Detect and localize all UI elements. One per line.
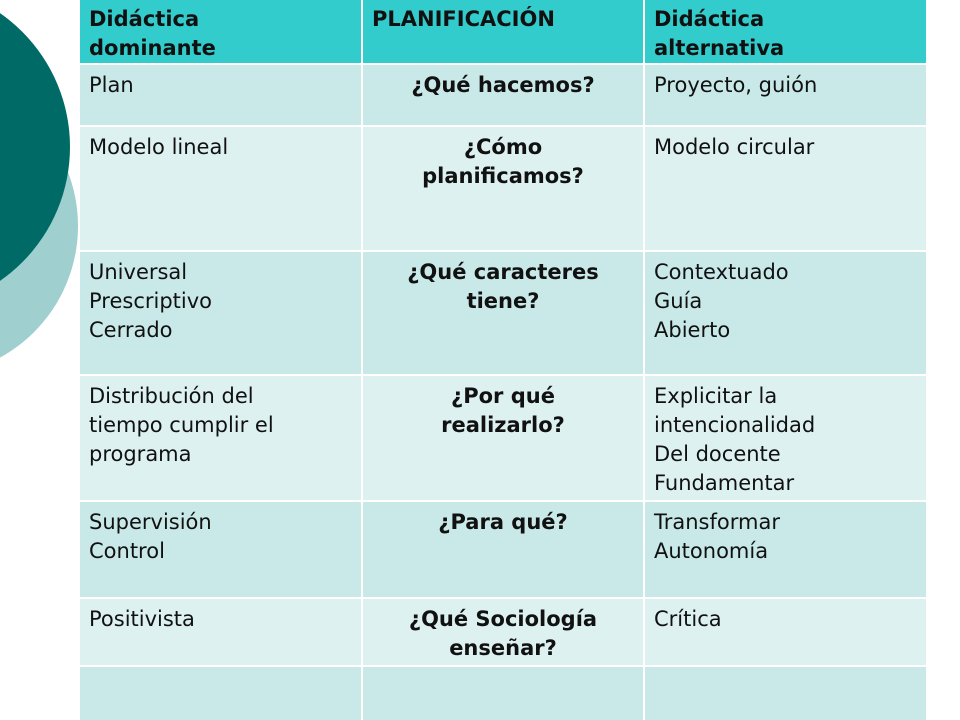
cell-alternative: Modelo circular [644,126,927,251]
table-row [80,501,927,598]
cell-dominant: Plan [80,64,362,126]
cell-question: ¿Qué Sociología enseñar? [362,598,644,666]
header-dominant-didactics: Didáctica dominante [80,0,362,64]
cell-question [362,666,644,720]
cell-alternative: Transformar Autonomía [644,501,927,598]
cell-dominant: Modelo lineal [80,126,362,251]
cell-alternative: Proyecto, guión [644,64,927,126]
cell-alternative [644,666,927,720]
cell-question: ¿Por qué realizarlo? [362,375,644,501]
cell-question: ¿Qué hacemos? [362,64,644,126]
cell-dominant: Distribución del tiempo cumplir el programa [80,375,362,501]
cell-alternative: Crítica [644,598,927,666]
table-header-row [80,0,927,64]
cell-alternative: Contextuado Guía Abierto [644,251,927,375]
table-row [80,251,927,375]
cell-dominant: Supervisión Control [80,501,362,598]
cell-question: ¿Qué caracteres tiene? [362,251,644,375]
table-row [80,64,927,126]
cell-dominant [80,666,362,720]
table-row [80,375,927,501]
planning-comparison-table [80,0,928,720]
cell-dominant: Universal Prescriptivo Cerrado [80,251,362,375]
table-row [80,126,927,251]
cell-dominant: Positivista [80,598,362,666]
table-row [80,598,927,666]
table-row [80,666,927,720]
cell-question: ¿Cómo planificamos? [362,126,644,251]
header-planning: PLANIFICACIÓN [362,0,644,64]
header-alternative-didactics: Didáctica alternativa [644,0,927,64]
cell-alternative: Explicitar la intencionalidad Del docente Fundamentar [644,375,927,501]
cell-question: ¿Para qué? [362,501,644,598]
